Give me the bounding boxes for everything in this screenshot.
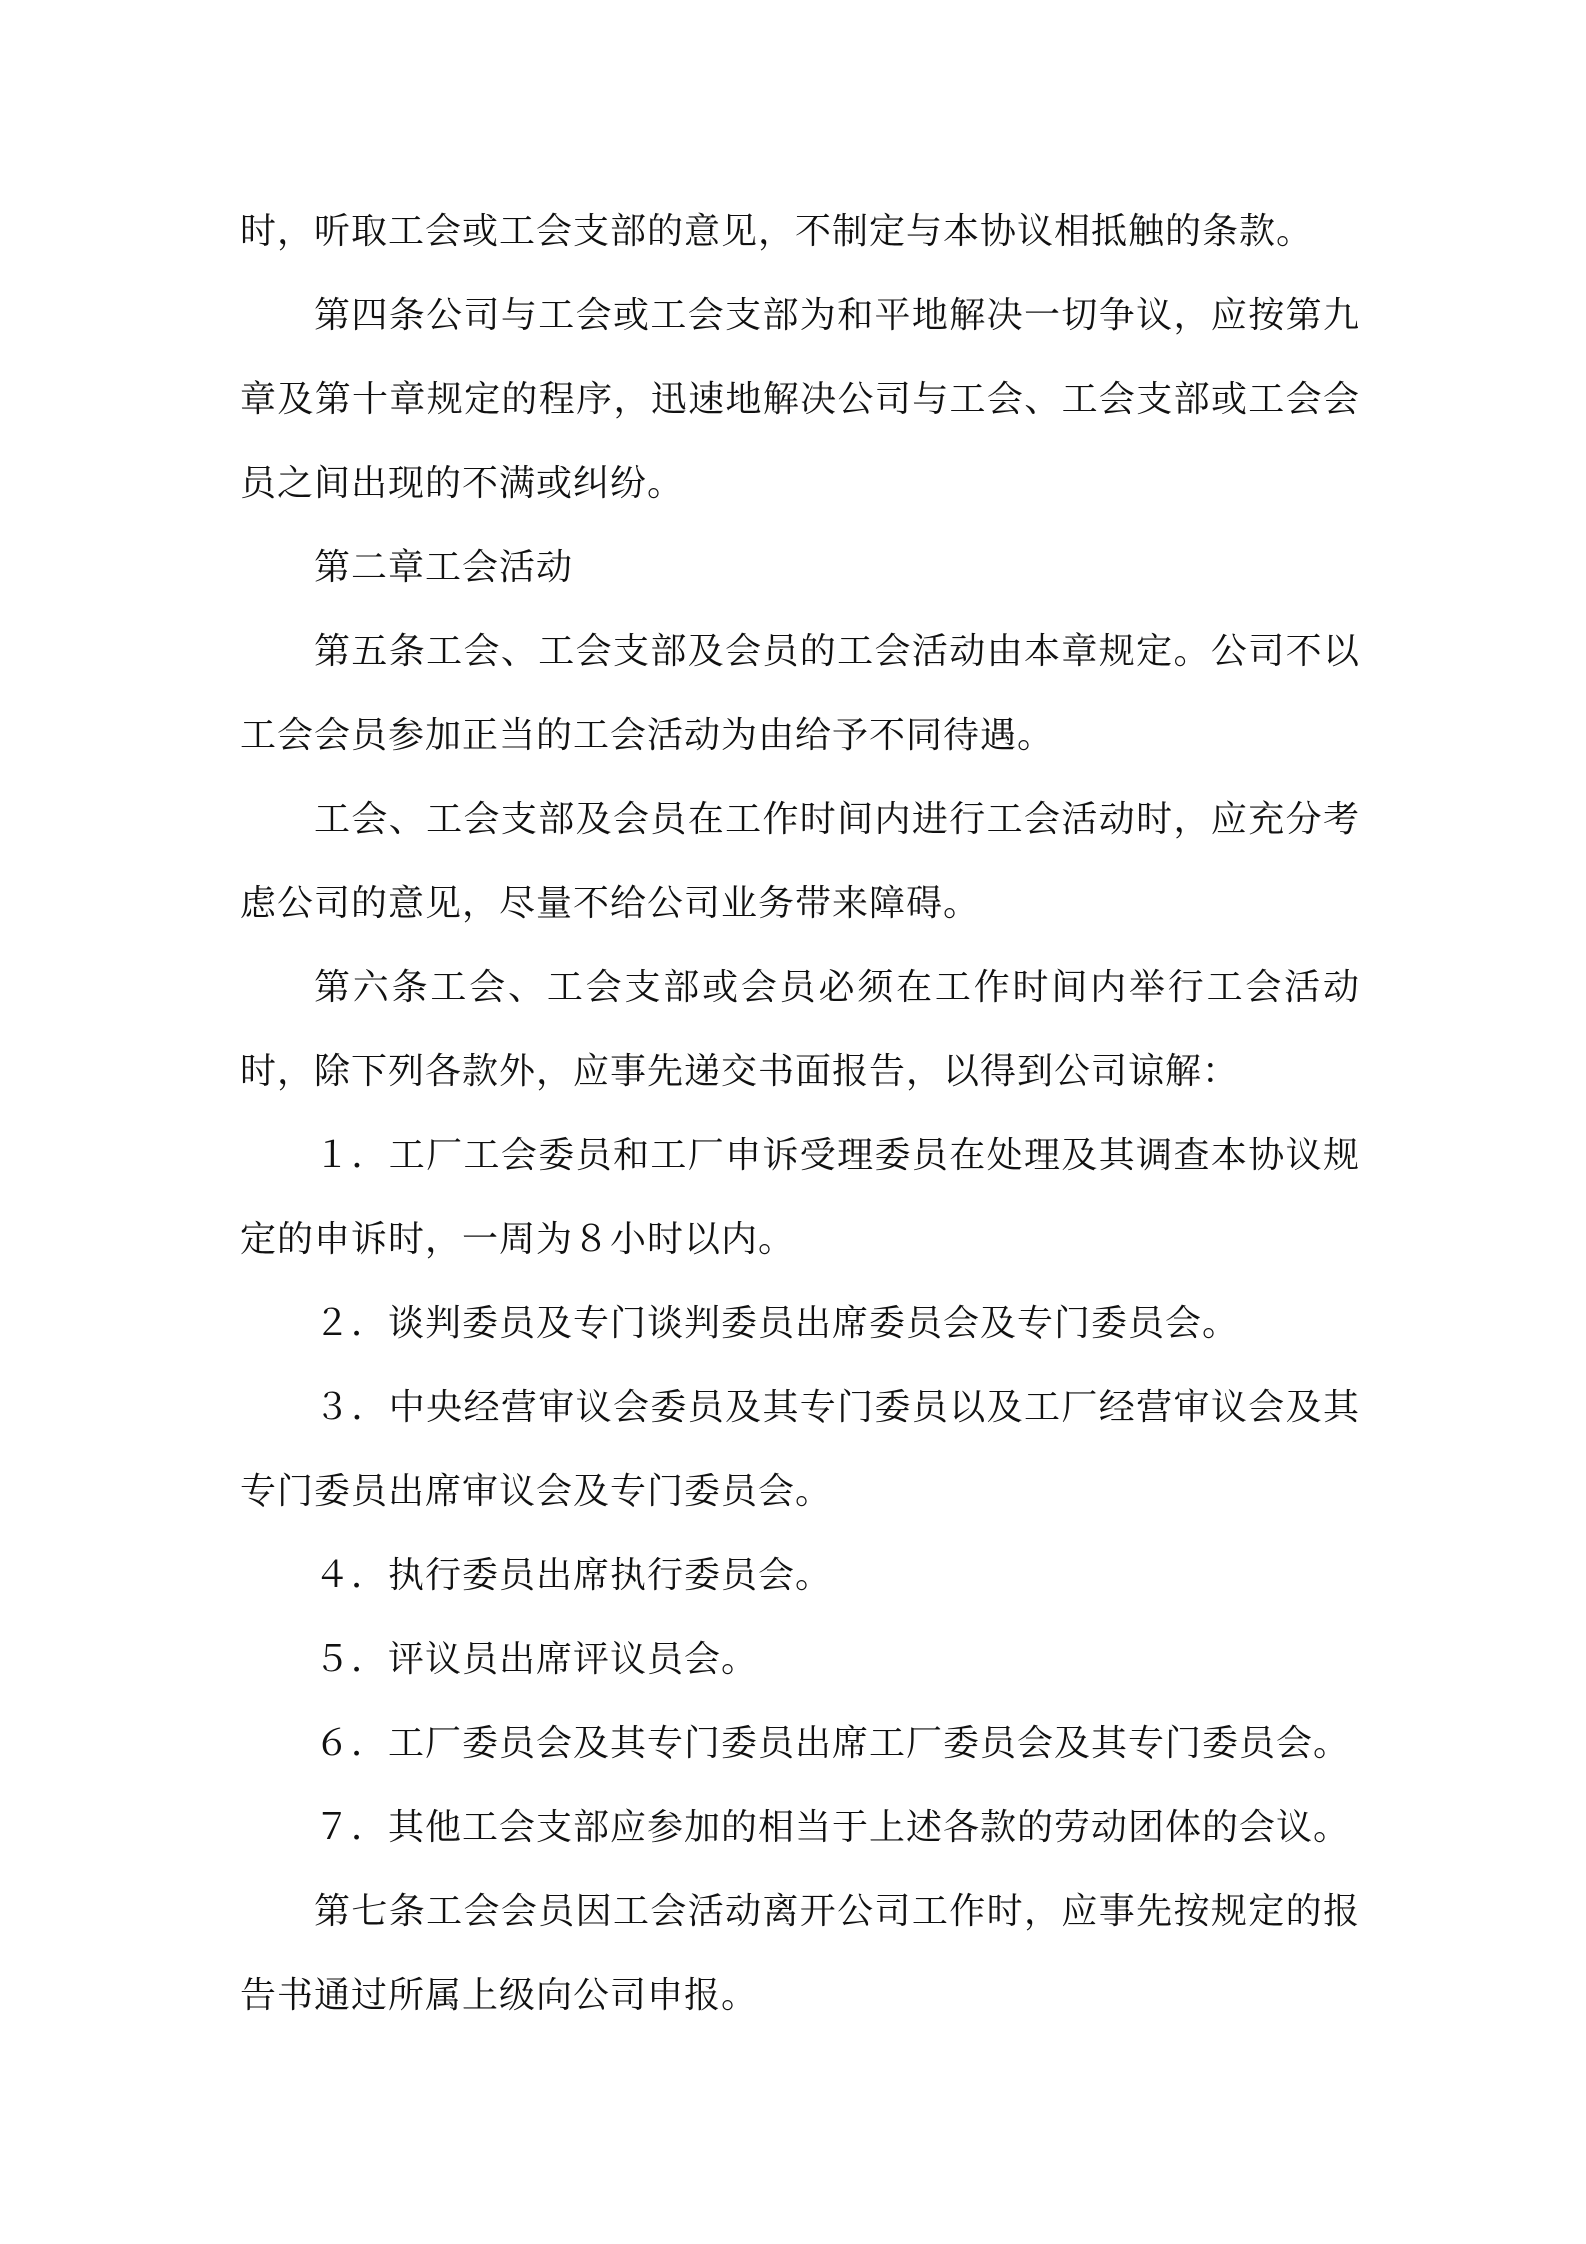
list-item-1: １．工厂工会委员和工厂申诉受理委员在处理及其调查本协议规定的申诉时，一周为８小时以内。 xyxy=(240,1135,1360,1260)
paragraph: 工会、工会支部及会员在工作时间内进行工会活动时，应充分考虑公司的意见，尽量不给公司业务带来障碍。 xyxy=(240,799,1360,924)
list-item-3: ３．中央经营审议会委员及其专门委员以及工厂经营审议会及其专门委员出席审议会及专门委员会。 xyxy=(240,1387,1360,1512)
list-item-2: ２．谈判委员及专门谈判委员出席委员会及专门委员会。 xyxy=(314,1303,1240,1344)
article-6-paragraph: 第六条工会、工会支部或会员必须在工作时间内举行工会活动时，除下列各款外，应事先递交书面报告，以得到公司谅解： xyxy=(240,967,1360,1092)
article-7-paragraph: 第七条工会会员因工会活动离开公司工作时，应事先按规定的报告书通过所属上级向公司申报。 xyxy=(240,1891,1360,2016)
chapter-2-heading: 第二章工会活动 xyxy=(314,547,574,588)
article-5-paragraph: 第五条工会、工会支部及会员的工会活动由本章规定。公司不以工会会员参加正当的工会活动为由给予不同待遇。 xyxy=(240,631,1360,756)
list-item-4: ４．执行委员出席执行委员会。 xyxy=(314,1555,833,1596)
list-item-6: ６．工厂委员会及其专门委员出席工厂委员会及其专门委员会。 xyxy=(314,1723,1351,1764)
paragraph: 时，听取工会或工会支部的意见，不制定与本协议相抵触的条款。 xyxy=(240,211,1314,252)
article-4-paragraph: 第四条公司与工会或工会支部为和平地解决一切争议，应按第九章及第十章规定的程序，迅速地解决公司与工会、工会支部或工会会员之间出现的不满或纠纷。 xyxy=(240,295,1360,504)
list-item-5: ５．评议员出席评议员会。 xyxy=(314,1639,759,1680)
document-body xyxy=(240,190,1360,2038)
list-item-7: ７．其他工会支部应参加的相当于上述各款的劳动团体的会议。 xyxy=(314,1807,1351,1848)
